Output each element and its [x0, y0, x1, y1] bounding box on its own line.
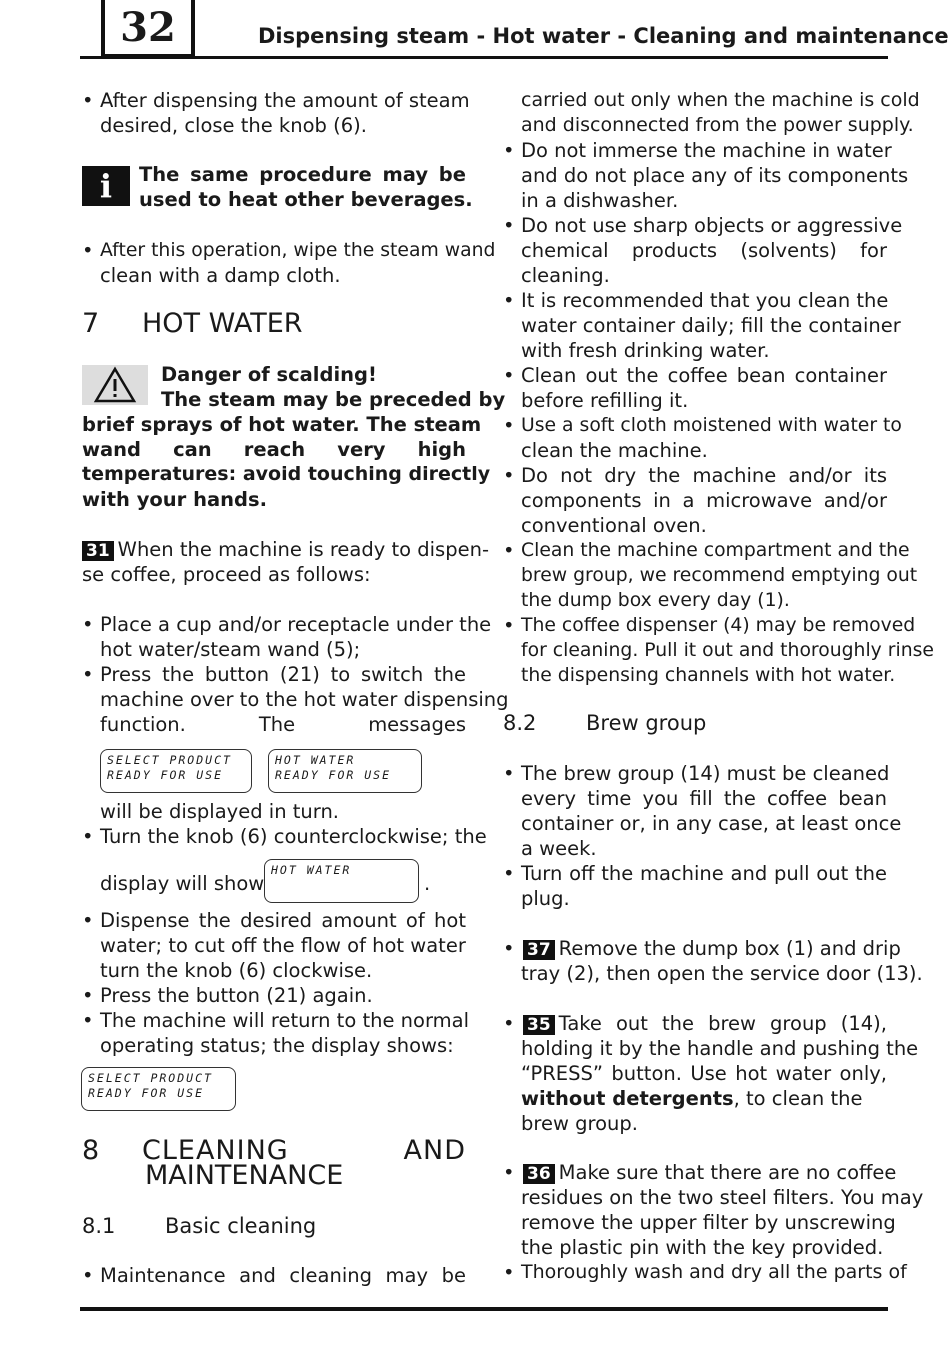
bullet-dot: •: [503, 937, 515, 960]
text-line: the dispensing channels with hot water.: [521, 665, 896, 686]
text-line: Maintenance and cleaning may be: [100, 1264, 466, 1287]
footer-rule: [80, 1307, 888, 1311]
text-line: and disconnected from the power supply.: [521, 114, 914, 136]
text-line: Use a soft cloth moistened with water to: [521, 415, 902, 436]
text-line: After this operation, wipe the steam wand: [100, 240, 496, 261]
text-line: will be displayed in turn.: [100, 800, 339, 823]
text-line: The brew group (14) must be cleaned: [521, 762, 890, 785]
warning-line: brief sprays of hot water. The steam: [82, 413, 482, 436]
text-line: Dispense the desired amount of hot: [100, 909, 466, 932]
bullet-dot: •: [503, 364, 515, 387]
text-line: se coffee, proceed as follows:: [82, 563, 371, 586]
text-line: The machine will return to the normal: [100, 1009, 469, 1032]
text-line: water container daily; fill the container: [521, 314, 901, 337]
text-line: The coffee dispenser (4) may be removed: [521, 615, 916, 636]
display-message: HOT WATER READY FOR USE: [268, 749, 422, 793]
bullet-dot: •: [503, 1261, 515, 1284]
figure-ref-35: 35: [523, 1015, 555, 1035]
bullet-dot: •: [503, 614, 515, 637]
bullet-dot: •: [503, 289, 515, 312]
text-line: water; to cut off the flow of hot water: [100, 934, 466, 957]
display-message: SELECT PRODUCT READY FOR USE: [81, 1067, 236, 1111]
bullet-dot: •: [503, 139, 515, 162]
text-line: without detergents, to clean the: [521, 1087, 863, 1110]
text-line: Turn the knob (6) counterclockwise; the: [100, 825, 487, 848]
bullet-dot: •: [503, 762, 515, 785]
text-line: After dispensing the amount of steam: [100, 89, 470, 112]
text-line: Clean out the coffee bean container: [521, 364, 887, 387]
bullet-dot: •: [503, 539, 515, 562]
header-rule: [80, 56, 888, 59]
bullet-dot: •: [82, 613, 94, 636]
section-8-2-title: Brew group: [586, 711, 707, 735]
text-line: residues on the two steel filters. You may: [521, 1186, 924, 1209]
section-8-1-number: 8.1: [82, 1214, 116, 1238]
section-8-title: CLEANING AND: [142, 1135, 466, 1166]
warning-icon: [82, 365, 148, 405]
section-8-1-title: Basic cleaning: [165, 1214, 317, 1238]
text-line: Do not dry the machine and/or its: [521, 464, 887, 487]
bullet-dot: •: [503, 1012, 515, 1035]
text-line: holding it by the handle and pushing the: [521, 1037, 919, 1060]
text-line: Thoroughly wash and dry all the parts of: [521, 1261, 907, 1283]
text-line: container or, in any case, at least once: [521, 812, 902, 835]
bullet-dot: •: [503, 464, 515, 487]
bullet-dot: •: [503, 1161, 515, 1184]
text-line: machine over to the hot water dispensing: [100, 688, 509, 711]
warning-title: Danger of scalding!: [161, 363, 377, 386]
emphasis: without detergents: [521, 1087, 734, 1110]
text-line: desired, close the knob (6).: [100, 114, 367, 137]
warning-line: wand can reach very high: [82, 438, 466, 461]
figure-31-paragraph: [82, 537, 489, 562]
text-line: for cleaning. Pull it out and thoroughly rinse: [521, 640, 934, 661]
text-line: display will show: [100, 872, 265, 895]
page-number: 32: [120, 4, 176, 51]
text-line: remove the upper filter by unscrewing: [521, 1211, 896, 1234]
text-line: Do not immerse the machine in water: [521, 139, 892, 162]
bullet-dot: •: [82, 909, 94, 932]
info-icon: i: [82, 166, 130, 206]
figure-ref-37: 37: [523, 940, 555, 960]
text-line: conventional oven.: [521, 514, 707, 537]
info-text: used to heat other beverages.: [139, 188, 473, 211]
text-line: every time you fill the coffee bean: [521, 787, 887, 810]
text-line: clean with a damp cloth.: [100, 264, 341, 287]
text-line: a week.: [521, 837, 597, 860]
text-line: Do not use sharp objects or aggressive: [521, 214, 903, 237]
text-line: Turn off the machine and pull out the: [521, 862, 887, 885]
warning-line: temperatures: avoid touching directly: [82, 463, 491, 485]
text-line: Press the button (21) again.: [100, 984, 373, 1007]
text-line: cleaning.: [521, 264, 610, 287]
text-line: components in a microwave and/or: [521, 489, 887, 512]
bullet-dot: •: [503, 414, 515, 437]
warning-line: with your hands.: [82, 488, 267, 511]
figure-ref-36: 36: [523, 1164, 555, 1184]
text-line: the plastic pin with the key provided.: [521, 1236, 884, 1259]
section-7-number: 7: [82, 308, 100, 339]
bullet-dot: •: [503, 214, 515, 237]
bullet-dot: •: [82, 1264, 94, 1287]
text-line: turn the knob (6) clockwise.: [100, 959, 373, 982]
figure-35-paragraph: 35 Take out the brew group (14),: [523, 1011, 887, 1036]
display-message: HOT WATER: [264, 859, 419, 903]
text-line: “PRESS” button. Use hot water only,: [521, 1062, 887, 1085]
text-line: chemical products (solvents) for: [521, 239, 887, 262]
bullet-dot: •: [82, 239, 94, 262]
section-8-title: MAINTENANCE: [145, 1160, 344, 1191]
text-line: clean the machine.: [521, 439, 708, 462]
text-line: Press the button (21) to switch the: [100, 663, 466, 686]
text-line: brew group, we recommend emptying out: [521, 565, 918, 586]
text-line: brew group.: [521, 1112, 638, 1135]
text-line: with fresh drinking water.: [521, 339, 770, 362]
page-number-box: [101, 0, 195, 58]
text-line: before refilling it.: [521, 389, 689, 412]
text-line: tray (2), then open the service door (13).: [521, 962, 923, 985]
text-line: .: [424, 872, 431, 895]
bullet-dot: •: [82, 825, 94, 848]
bullet-dot: •: [82, 89, 94, 112]
text-line: plug.: [521, 887, 570, 910]
text-line: hot water/steam wand (5);: [100, 638, 361, 661]
text-line: Clean the machine compartment and the: [521, 540, 910, 561]
section-8-2-number: 8.2: [503, 711, 537, 735]
text-line: function. The messages: [100, 713, 466, 736]
figure-37-paragraph: 37 Remove the dump box (1) and drip: [523, 936, 901, 961]
header-title: Dispensing steam - Hot water - Cleaning and maintenance: [258, 24, 949, 48]
bullet-dot: •: [82, 1009, 94, 1032]
figure-ref-31: 31: [82, 541, 114, 561]
section-7-title: HOT WATER: [142, 308, 303, 339]
section-8-number: 8: [82, 1135, 100, 1166]
bullet-dot: •: [82, 663, 94, 686]
bullet-dot: •: [503, 862, 515, 885]
text-line: When the machine is ready to dispen-: [117, 538, 489, 561]
info-text: The same procedure may be: [139, 163, 466, 186]
text-line: operating status; the display shows:: [100, 1034, 454, 1057]
display-message: SELECT PRODUCT READY FOR USE: [100, 749, 252, 793]
text-line: It is recommended that you clean the: [521, 289, 889, 312]
text-line: in a dishwasher.: [521, 189, 679, 212]
bullet-dot: •: [82, 984, 94, 1007]
figure-36-paragraph: 36 Make sure that there are no coffee: [523, 1160, 887, 1185]
warning-line: The steam may be preceded by: [161, 388, 506, 411]
text-line: carried out only when the machine is cold: [521, 89, 920, 111]
text-line: Place a cup and/or receptacle under the: [100, 613, 492, 636]
text-line: and do not place any of its components: [521, 164, 909, 187]
text-line: the dump box every day (1).: [521, 590, 790, 611]
